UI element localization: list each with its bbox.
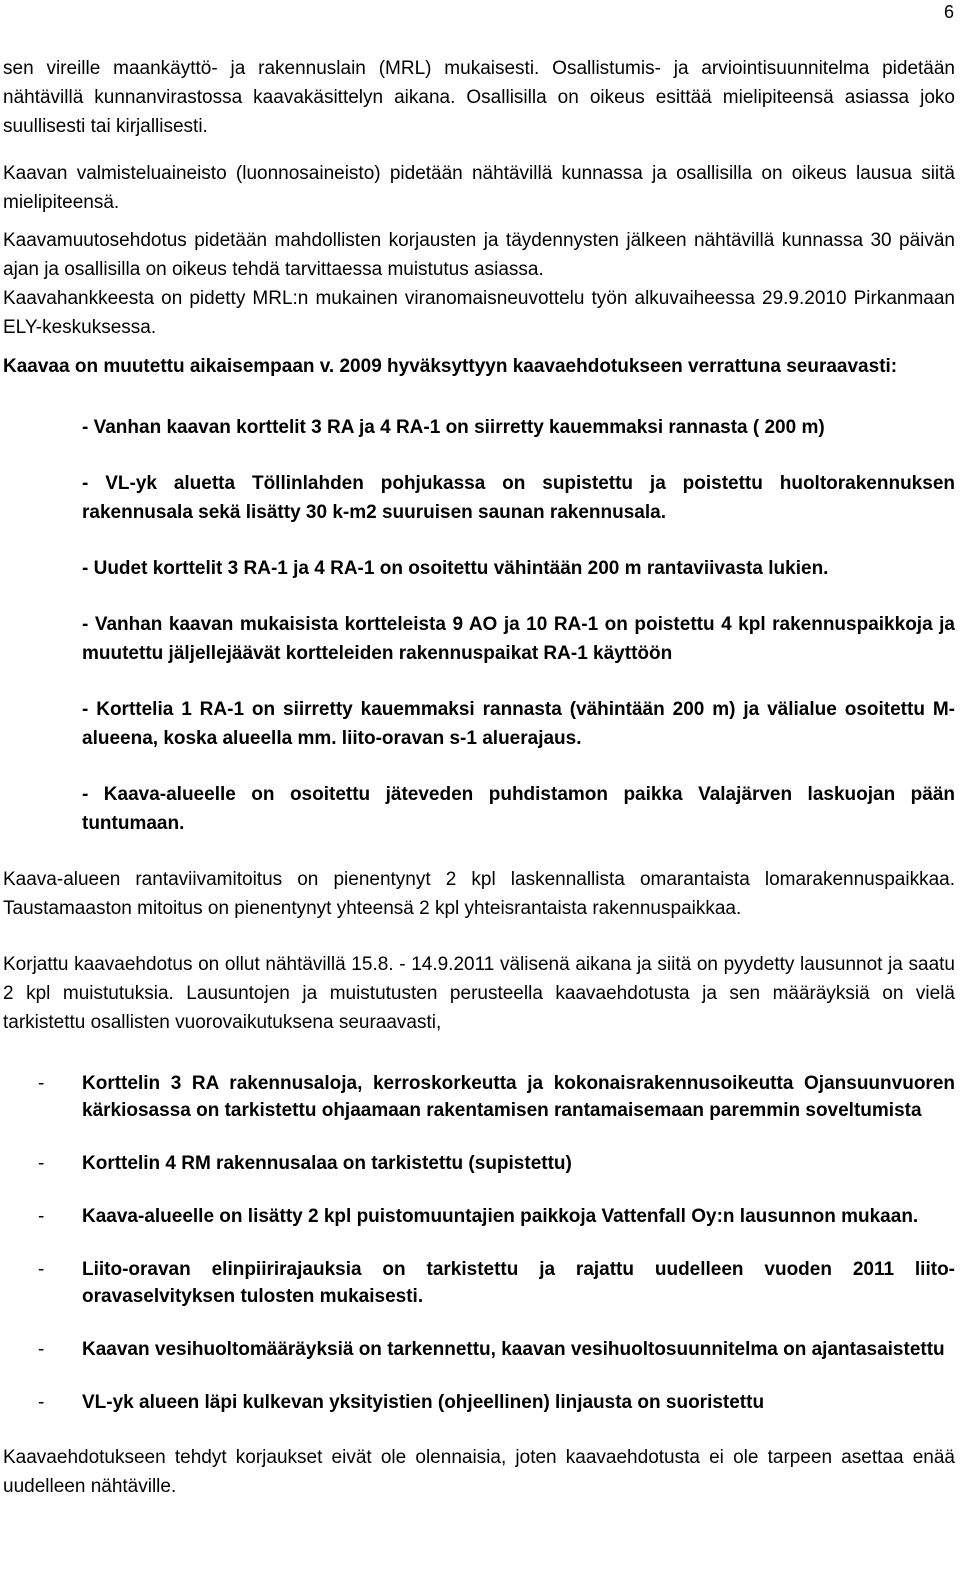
intro-paragraph-3: Kaavamuutosehdotus pidetään mahdollisten korjausten ja täydennysten jälkeen nähtävillä kunnassa 30 päivän ajan ja osallisilla on oikeus tehdä tarvittaessa muistutus asiassa. — [3, 230, 955, 280]
change-item-6: - Kaava-alueelle on osoitettu jäteveden puhdistamon paikka Valajärven laskuojan pään tuntumaan. — [82, 784, 955, 834]
revision-item-3 — [3, 1203, 955, 1230]
intro-paragraph-4: Kaavahankkeesta on pidetty MRL:n mukainen viranomaisneuvottelu työn alkuvaiheessa 29.9.2010 Pirkanmaan ELY-keskuksessa. — [3, 288, 955, 338]
revision-text: Kaava-alueelle on lisätty 2 kpl puistomuuntajien paikkoja Vattenfall Oy:n lausunnon mukaan. — [82, 1206, 919, 1227]
change-item-1: - Vanhan kaavan korttelit 3 RA ja 4 RA-1 on siirretty kauemmaksi rannasta ( 200 m) — [82, 417, 825, 438]
revision-text: Korttelin 3 RA rakennusaloja, kerroskorkeutta ja kokonaisrakennusoikeutta Ojansuunvuoren kärkiosassa on tarkistettu ohjaamaan rakentamisen rantamaisemaan paremmin soveltumista — [82, 1073, 955, 1121]
change-item-2: - VL-yk aluetta Töllinlahden pohjukassa on supistettu ja poistettu huoltorakennuksen rakennusala sekä lisätty 30 k-m2 suuruisen saunan rakennusala. — [82, 473, 955, 523]
document-body — [3, 56, 955, 1501]
revision-item-6 — [3, 1389, 955, 1416]
dash-marker: - — [38, 1392, 45, 1413]
revision-text: Kaavan vesihuoltomääräyksiä on tarkennettu, kaavan vesihuoltosuunnitelma on ajantasaistettu — [82, 1339, 945, 1360]
revision-item-1 — [3, 1070, 955, 1124]
revision-text: Liito-oravan elinpiirirajauksia on tarkistettu ja rajattu uudelleen vuoden 2011 liito-oravaselvityksen tulosten mukaisesti. — [82, 1259, 955, 1307]
revision-item-4 — [3, 1256, 955, 1310]
change-item-3: - Uudet korttelit 3 RA-1 ja 4 RA-1 on osoitettu vähintään 200 m rantaviivasta lukien. — [82, 558, 829, 579]
revision-text: VL-yk alueen läpi kulkevan yksityistien (ohjeellinen) linjausta on suoristettu — [82, 1392, 765, 1413]
intro-paragraph-1: sen vireille maankäyttö- ja rakennuslain (MRL) mukaisesti. Osallistumis- ja arviointisuunnitelma pidetään nähtävillä kunnanvirastossa kaavakäsittelyn aikana. Osallisilla on oikeus esittää mielipiteensä asiassa joko suullisesti tai kirjallisesti. — [3, 58, 955, 137]
intro-paragraph-2: Kaavan valmisteluaineisto (luonnosaineisto) pidetään nähtävillä kunnassa ja osallisilla on oikeus lausua siitä mielipiteensä. — [3, 163, 955, 213]
closing-paragraph: Kaavaehdotukseen tehdyt korjaukset eivät ole olennaisia, joten kaavaehdotusta ei ole tarpeen asettaa enää uudelleen nähtäville. — [3, 1447, 955, 1497]
revision-list — [3, 1070, 955, 1416]
dimensioning-paragraph: Kaava-alueen rantaviivamitoitus on pienentynyt 2 kpl laskennallista omarantaista lomarakennuspaikkaa. Taustamaaston mitoitus on pienentynyt yhteensä 2 kpl yhteisrantaista rakennuspaikkaa. — [3, 869, 955, 919]
change-item-5: - Korttelia 1 RA-1 on siirretty kauemmaksi rannasta (vähintään 200 m) ja välialue osoitettu M-alueena, koska alueella mm. liito-oravan s-1 aluerajaus. — [82, 699, 955, 749]
dash-marker: - — [38, 1259, 45, 1280]
revision-item-2 — [3, 1150, 955, 1177]
dash-marker: - — [38, 1206, 45, 1227]
dash-marker: - — [38, 1073, 45, 1094]
revision-item-5 — [3, 1336, 955, 1363]
dash-marker: - — [38, 1339, 45, 1360]
revision-text: Korttelin 4 RM rakennusalaa on tarkistettu (supistettu) — [82, 1153, 572, 1174]
change-item-4: - Vanhan kaavan mukaisista kortteleista 9 AO ja 10 RA-1 on poistettu 4 kpl rakennuspaikkoja ja muutettu jäljellejäävät kortteleiden rakennuspaikat RA-1 käyttöön — [82, 614, 955, 664]
dash-marker: - — [38, 1153, 45, 1174]
changes-heading: Kaavaa on muutettu aikaisempaan v. 2009 hyväksyttyyn kaavaehdotukseen verrattuna seuraavasti: — [3, 356, 898, 377]
page-number: 6 — [943, 2, 954, 22]
corrected-paragraph: Korjattu kaavaehdotus on ollut nähtävillä 15.8. - 14.9.2011 välisenä aikana ja siitä on pyydetty lausunnot ja saatu 2 kpl muistutuksia. Lausuntojen ja muistutusten perusteella kaavaehdotusta ja sen määräyksiä on vielä tarkistettu osallisten vuorovaikutuksena seuraavasti, — [3, 954, 955, 1033]
